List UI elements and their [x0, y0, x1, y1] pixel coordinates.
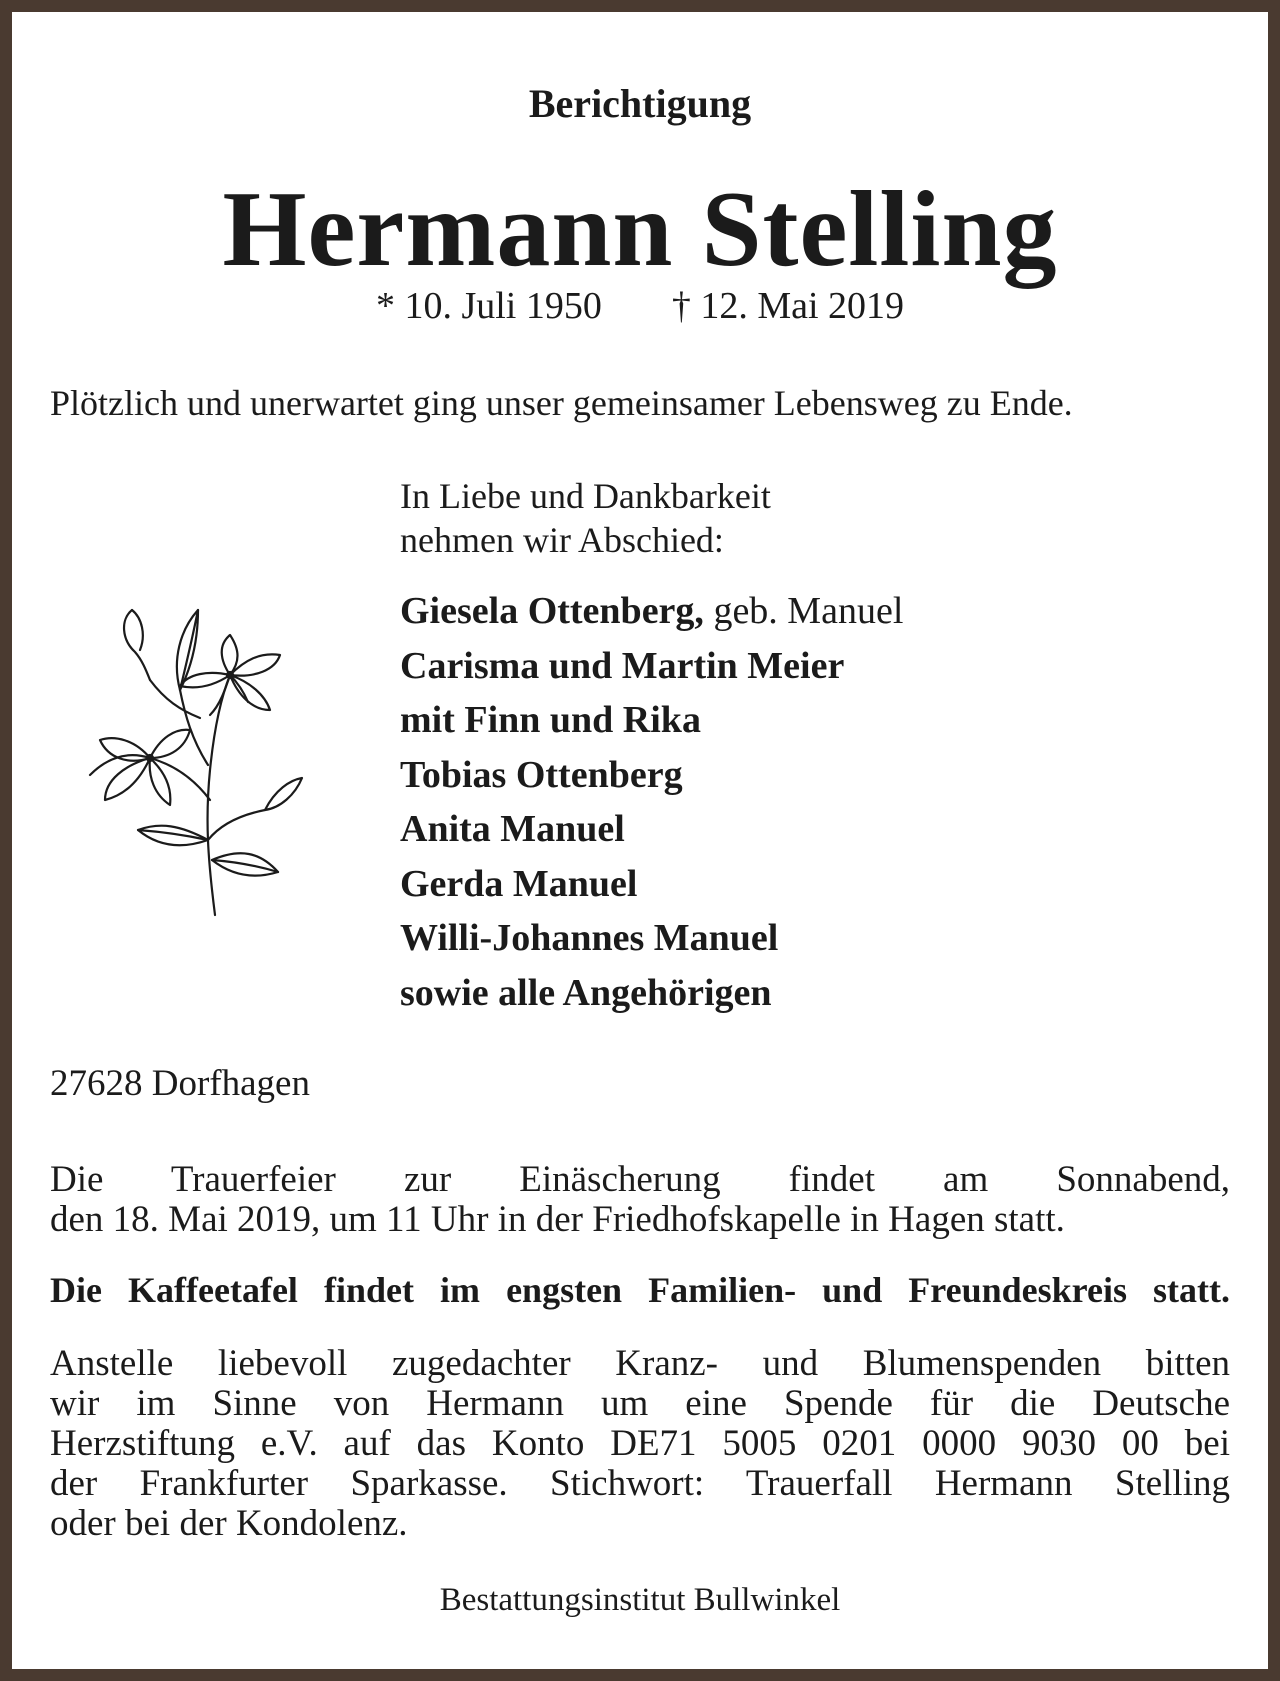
undertaker: Bestattungsinstitut Bullwinkel — [439, 1582, 841, 1618]
ceremony-line: Die Trauerfeier zur Einäscherung findet am Sonnabend, — [50, 1159, 1230, 1200]
mourner-name: Tobias Ottenberg — [400, 753, 683, 796]
farewell-line: nehmen wir Abschied: — [400, 520, 724, 560]
farewell-text — [400, 474, 771, 562]
donation-line: Anstelle liebevoll zugedachter Kranz- und Blumenspenden bitten — [50, 1343, 1230, 1384]
mourner-name: Anita Manuel — [400, 808, 625, 850]
donation-line: oder bei der Kondolenz. — [50, 1503, 408, 1544]
deceased-name: Hermann Stelling — [222, 170, 1058, 289]
donation-line: wir im Sinne von Hermann um eine Spende für die Deutsche — [50, 1383, 1230, 1424]
mourner-name: Gerda Manuel — [400, 862, 638, 905]
mourner-name: Giesela Ottenberg, geb. Manuel — [400, 590, 904, 632]
opening-line: Plötzlich und unerwartet ging unser gemeinsamer Lebensweg zu Ende. — [50, 383, 1073, 423]
donation-line: Herzstiftung e.V. auf das Konto DE71 5005 0201 0000 9030 00 bei — [50, 1423, 1230, 1464]
mourners-list — [400, 584, 903, 1020]
mourner-name: mit Finn und Rika — [400, 699, 701, 741]
mourner-name: sowie alle Angehörigen — [400, 971, 772, 1014]
ceremony-paragraph — [50, 1160, 1230, 1240]
place: 27628 Dorfhagen — [50, 1063, 310, 1104]
donation-line: der Frankfurter Sparkasse. Stichwort: Trauerfall Hermann Stelling — [50, 1463, 1230, 1504]
header-label: Berichtigung — [528, 81, 752, 126]
birth-date: * 10. Juli 1950 — [375, 285, 602, 327]
life-dates — [0, 284, 1280, 328]
donation-paragraph — [50, 1344, 1230, 1544]
mourner-name: Willi-Johannes Manuel — [400, 917, 779, 959]
ceremony-line: den 18. Mai 2019, um 11 Uhr in der Friedhofskapelle in Hagen statt. — [50, 1199, 1065, 1240]
coffee-paragraph: Die Kaffeetafel findet im engsten Familien- und Freundeskreis statt. — [50, 1270, 1230, 1310]
death-date: † 12. Mai 2019 — [671, 285, 905, 327]
farewell-line: In Liebe und Dankbarkeit — [400, 476, 771, 516]
lily-flower-icon — [80, 590, 320, 920]
mourner-name: Carisma und Martin Meier — [400, 644, 845, 687]
